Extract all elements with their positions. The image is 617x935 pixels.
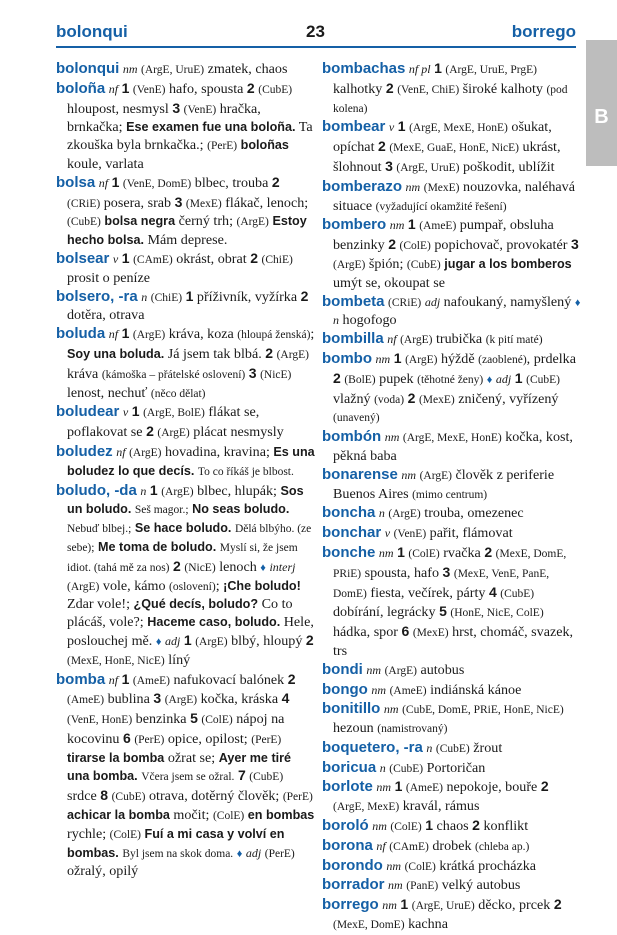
dictionary-entry: boloña nf 1 (VenE) hafo, spousta 2 (CubE) hloupost, nesmysl 3 (VenE) hračka, brnkačka; Ese examen fue una boloña. Ta zkouška byla brnkačka.; (PerE) boloñas koule, varlata — [56, 79, 313, 172]
dictionary-entry: bonche nm 1 (ColE) rvačka 2 (MexE, DomE, PRiE) spousta, hafo 3 (MexE, VenE, PanE, DomE) fiesta, večírek, párty 4 (CubE) dobírání, legrácky 5 (HonE, NicE, ColE) hádka, spor 6 (MexE) hrst, chomáč, svazek, trs — [322, 543, 574, 659]
dictionary-entry: boquetero, -ra n (CubE) žrout — [322, 738, 503, 756]
dictionary-entry: boroló nm (ColE) 1 chaos 2 konflikt — [322, 817, 529, 835]
dictionary-entry: boludear v 1 (ArgE, BolE) flákat se, poflakovat se 2 (ArgE) plácat nesmysly — [56, 403, 284, 441]
header-rule — [56, 46, 576, 48]
dictionary-entry: borondo nm (ColE) krátká procházka — [322, 856, 537, 874]
dictionary-entry: borrego nm 1 (ArgE, UruE) děcko, prcek 2 (MexE, DomE) kachna — [322, 896, 562, 933]
dictionary-column-right — [322, 60, 581, 935]
dictionary-entry: bombachas nf pl 1 (ArgE, UruE, PrgE) kalhotky 2 (VenE, ChiE) široké kalhoty (pod kolena) — [322, 60, 568, 115]
running-header — [56, 18, 576, 46]
header-first-headword: bolonqui — [56, 22, 128, 41]
dictionary-entry: boludez nf (ArgE) hovadina, kravina; Es una boludez lo que decís. To co říkáš je blbost. — [56, 442, 315, 478]
dictionary-entry: bondi nm (ArgE) autobus — [322, 660, 465, 678]
dictionary-entry: bolsear v 1 (CAmE) okrást, obrat 2 (ChiE) prosit o peníze — [56, 249, 293, 286]
dictionary-entry: borlote nm 1 (AmeE) nepokoje, bouře 2 (ArgE, MexE) kravál, rámus — [322, 778, 549, 815]
dictionary-entry: borrador nm (PanE) velký autobus — [322, 876, 521, 894]
dictionary-entry: bolsa nf 1 (VenE, DomE) blbec, trouba 2 (CRiE) posera, srab 3 (MexE) flákač, lenoch; (CubE) bolsa negra černý trh; (ArgE) Estoy hecho bolsa. Mám deprese. — [56, 173, 309, 249]
dictionary-entry: bolonqui nm (ArgE, UruE) zmatek, chaos — [56, 60, 288, 77]
dictionary-entry: bombeta (CRiE) adj nafoukaný, namyšlený ♦ n hogofogo — [322, 292, 581, 329]
dictionary-entry: bongo nm (AmeE) indiánská kánoe — [322, 680, 522, 698]
dictionary-entry: bonitillo nm (CubE, DomE, PRiE, HonE, NicE) hezoun (namistrovaný) — [322, 700, 564, 737]
dictionary-entry: bombilla nf (ArgE) trubička (k pití maté) — [322, 330, 543, 348]
dictionary-entry: bombo nm 1 (ArgE) hýždě (zaoblené), prdelka 2 (BolE) pupek (těhotné ženy) ♦ adj 1 (CubE) vlažný (voda) 2 (MexE) zničený, vyřízený (unavený) — [322, 349, 576, 425]
dictionary-column-left — [56, 60, 315, 881]
dictionary-entry: bonarense nm (ArgE) člověk z periferie Buenos Aires (mimo centrum) — [322, 465, 555, 502]
dictionary-entry: bombón nm (ArgE, MexE, HonE) kočka, kost, pěkná baba — [322, 428, 573, 464]
dictionary-entry: boluda nf 1 (ArgE) kráva, koza (hloupá ženská); Soy una boluda. Já jsem tak blbá. 2 (ArgE) kráva (kámoška – přátelské oslovení) 3 (NicE) lenost, nechuť (něco dělat) — [56, 325, 315, 401]
header-last-headword: borrego — [511, 22, 576, 41]
dictionary-entry: boludo, -da n 1 (ArgE) blbec, hlupák; Sos un boludo. Seš magor.; No seas boludo. Nebuď blbej.; Se hace boludo. Dělá blbýho. (ze sebe); Me toma de boludo. Myslí si, že jsem idiot. (tahá mě za nos) 2 (NicE) lenoch ♦ interj (ArgE) vole, kámo (oslovení); ¡Che boludo! Zdar vole!; ¿Qué decís, boludo? Co to plácáš, vole?; Haceme caso, boludo. Hele, poslouchej mě. ♦ adj 1 (ArgE) blbý, hloupý 2 (MexE, HonE, NicE) líný — [56, 481, 314, 668]
thumb-index-tab — [586, 40, 617, 166]
dictionary-entry: bomba nf 1 (AmeE) nafukovací balónek 2 (AmeE) bublina 3 (ArgE) kočka, kráska 4 (VenE, HonE) benzinka 5 (ColE) nápoj na kocovinu 6 (PerE) opice, opilost; (PerE) tirarse la bomba ožrat se; Ayer me tiré una bomba. Včera jsem se ožral. 7 (CubE) srdce 8 (CubE) otrava, dotěrný člověk; (PerE) achicar la bomba močit; (ColE) en bombas rychle; (ColE) Fuí a mi casa y volví en bombas. Byl jsem na skok doma. ♦ adj (PerE) ožralý, opilý — [56, 670, 315, 880]
dictionary-entry: bonchar v (VenE) pařit, flámovat — [322, 524, 513, 542]
dictionary-entry: bombear v 1 (ArgE, MexE, HonE) ošukat, opíchat 2 (MexE, GuaE, HonE, NicE) ukrást, šlohnout 3 (ArgE, UruE) poškodit, ublížit — [322, 118, 561, 175]
dictionary-entry: borona nf (CAmE) drobek (chleba ap.) — [322, 836, 530, 854]
dictionary-entry: boncha n (ArgE) trouba, omezenec — [322, 504, 524, 522]
dictionary-entry: bolsero, -ra n (ChiE) 1 příživník, vyžírka 2 dotěra, otrava — [56, 287, 309, 324]
dictionary-entry: boricua n (CubE) Portoričan — [322, 758, 486, 776]
page-number: 23 — [306, 22, 325, 41]
dictionary-entry: bombero nm 1 (AmeE) pumpař, obsluha benzinky 2 (ColE) popichovač, provokatér 3 (ArgE) špión; (CubE) jugar a los bomberos umýt se, okoupat se — [322, 216, 579, 291]
dictionary-entry: bomberazo nm (MexE) nouzovka, naléhavá situace (vyžadující okamžité řešení) — [322, 177, 575, 214]
thumb-index-letter: B — [594, 106, 609, 128]
